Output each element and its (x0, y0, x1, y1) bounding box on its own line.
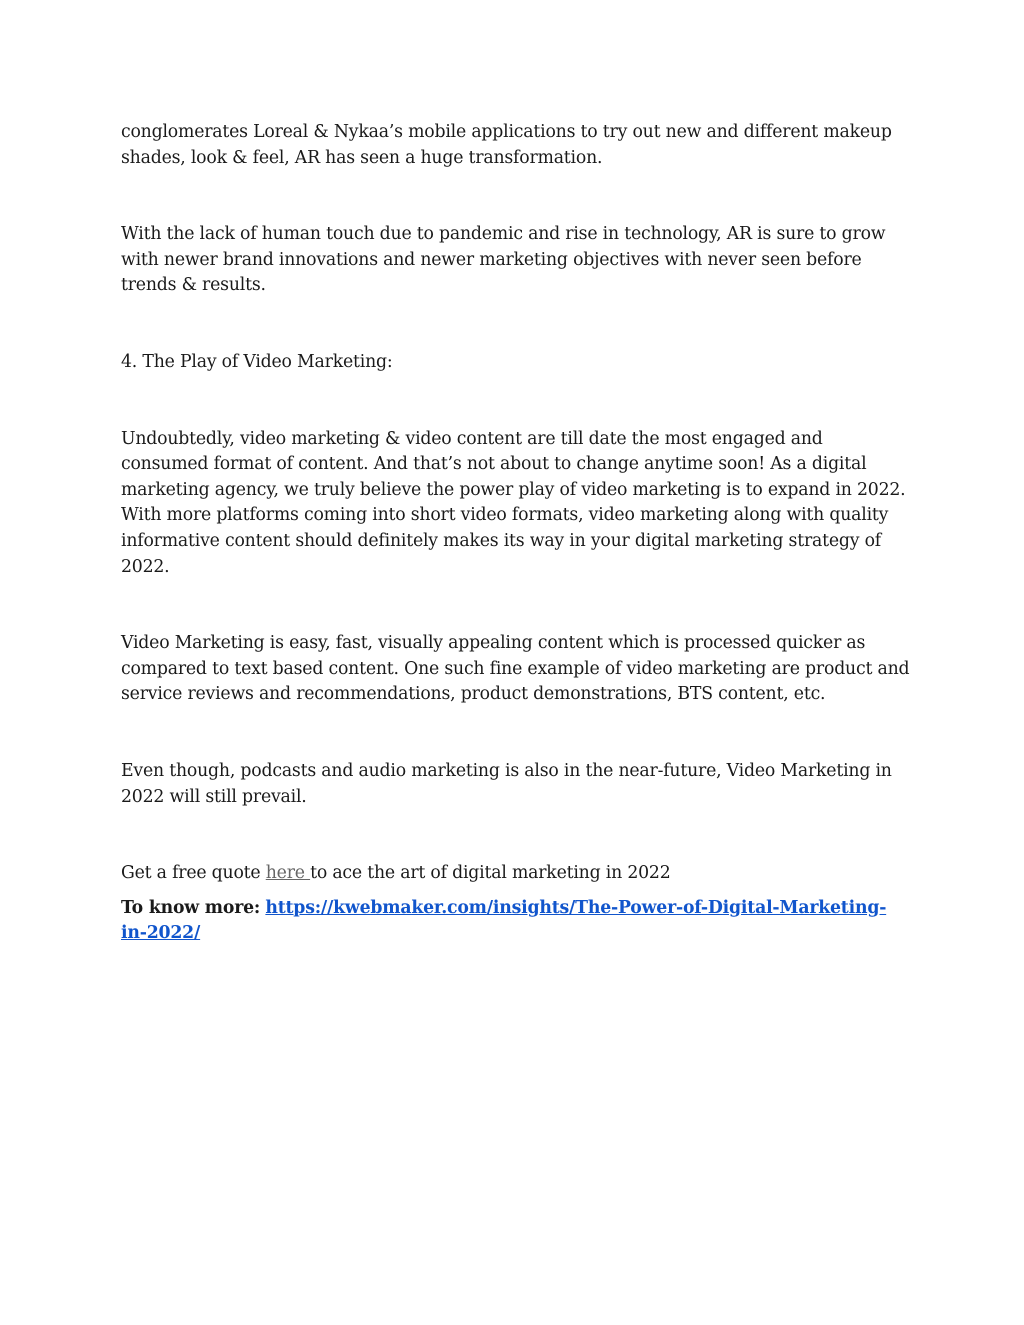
paragraph-spacer (121, 376, 911, 427)
free-quote-suffix: to ace the art of digital marketing in 2022 (310, 863, 671, 884)
free-quote-link[interactable]: here (265, 863, 311, 884)
paragraph-spacer (121, 887, 911, 896)
paragraph-spacer (121, 810, 911, 861)
section-heading-video-marketing: 4. The Play of Video Marketing: (121, 351, 393, 372)
free-quote-line (121, 861, 911, 887)
free-quote-prefix: Get a free quote (121, 863, 266, 884)
document-page (121, 120, 911, 947)
know-more-line (121, 896, 911, 947)
know-more-label: To know more: (121, 897, 261, 918)
paragraph-ar-growth: With the lack of human touch due to pandemic and rise in technology, AR is sure to grow with newer brand innovations and newer marketing objectives with never seen before trends & results. (121, 224, 886, 296)
paragraph-video-engagement: Undoubtedly, video marketing & video content are till date the most engaged and consumed format of content. And that’s not about to change anytime soon! As a digital marketing agency, we truly believe the power play of video marketing is to expand in 2022. With more platforms coming into short video formats, video marketing along with quality informative content should definitely makes its way in your digital marketing strategy of 2022. (121, 428, 906, 577)
paragraph-ar-apps: conglomerates Loreal & Nykaa’s mobile applications to try out new and different makeup shades, look & feel, AR has seen a huge transformation. (121, 122, 892, 168)
paragraph-video-prevail: Even though, podcasts and audio marketing is also in the near-future, Video Marketing in 2022 will still prevail. (121, 760, 892, 807)
paragraph-spacer (121, 171, 911, 222)
know-more-url-link[interactable]: https://kwebmaker.com/insights/The-Power-of-Digital-Marketing-in-2022/ (121, 897, 887, 944)
paragraph-video-benefits: Video Marketing is easy, fast, visually appealing content which is processed quicker as compared to text based content. One such fine example of video marketing are product and service reviews and recommendations, product demonstrations, BTS content, etc. (121, 633, 910, 705)
paragraph-spacer (121, 708, 911, 759)
paragraph-spacer (121, 580, 911, 631)
paragraph-spacer (121, 299, 911, 350)
